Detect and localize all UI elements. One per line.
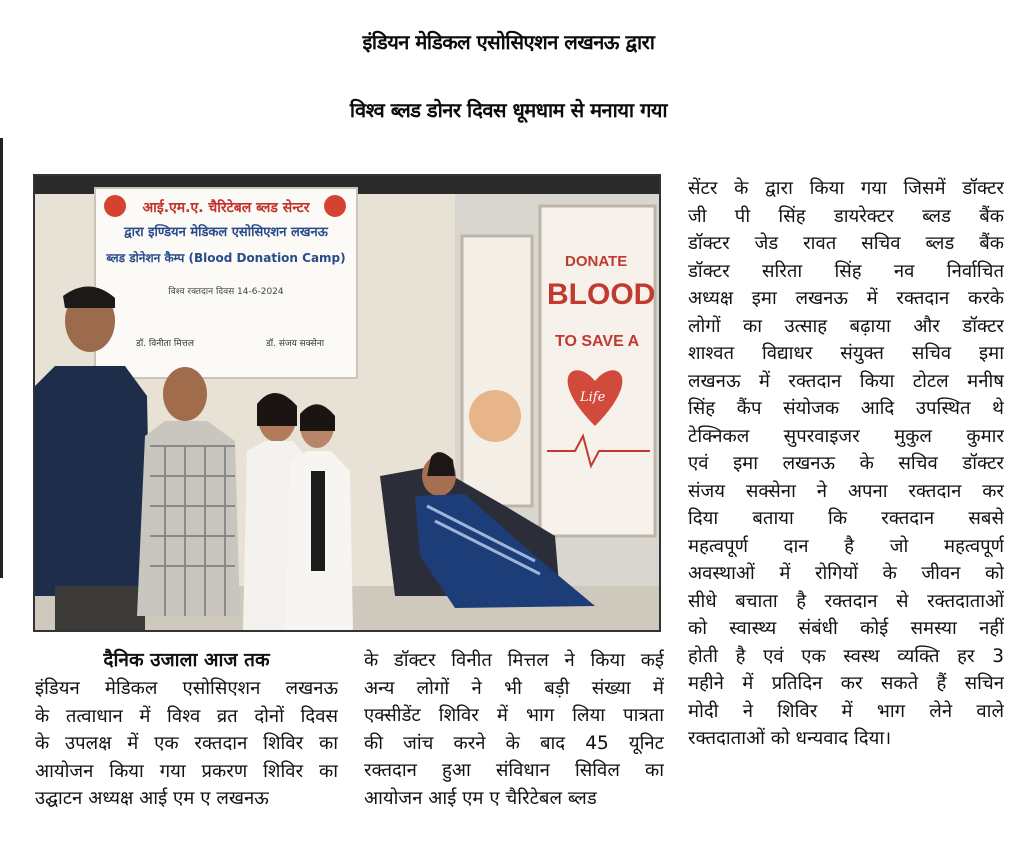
article-line: के तत्वाधान में विश्व व्रत दोनों दिवस	[35, 705, 338, 727]
poster-word-blood: BLOOD	[547, 278, 656, 311]
banner-line-2: द्वारा इण्डियन मेडिकल एसोसिएशन लखनऊ	[124, 225, 328, 240]
article-line: शाश्वत विद्याधर संयुक्त सचिव इमा	[688, 343, 1004, 364]
headline-line-1: इंडियन मेडिकल एसोसिएशन लखनऊ द्वारा	[362, 30, 655, 54]
byline: दैनिक उजाला आज तक	[103, 649, 270, 671]
article-line: की जांच करने के बाद 45 यूनिट	[364, 732, 664, 754]
banner-name-right: डॉ. संजय सक्सेना	[265, 339, 325, 349]
article-line: सेंटर के द्वारा किया गया जिसमें डॉक्टर	[688, 178, 1004, 199]
article-line: रक्तदान हुआ संविधान सिविल का	[364, 760, 664, 781]
article-column-middle	[364, 647, 664, 812]
article-line: दिया बताया कि रक्तदान सबसे	[688, 508, 1004, 529]
article-line: संजय सक्सेना ने अपना रक्तदान कर	[688, 480, 1004, 502]
article-line: डॉक्टर सरिता सिंह नव निर्वाचित	[688, 260, 1004, 282]
banner-line-1: आई.एम.ए. चैरिटेबल ब्लड सेन्टर	[142, 200, 310, 216]
article-line: महीने में प्रतिदिन कर सकते हैं सचिन	[688, 673, 1004, 694]
article-column-right	[688, 175, 1004, 753]
article-line: एवं इमा लखनऊ के सचिव डॉक्टर	[688, 453, 1004, 474]
poster-drop-graphic	[469, 390, 521, 442]
news-photo	[33, 174, 661, 632]
article-line: लखनऊ में रक्तदान किया टोटल मनीष	[688, 370, 1004, 392]
article-line: सिंह कैंप संयोजक आदि उपस्थित थे	[688, 398, 1004, 419]
article-line: टेक्निकल सुपरवाइजर मुकुल कुमार	[688, 425, 1004, 447]
banner-line-3: ब्लड डोनेशन कैम्प (Blood Donation Camp)	[106, 251, 346, 265]
article-line: होती है एवं एक स्वस्थ व्यक्ति हर 3	[688, 645, 1004, 667]
article-column-left	[35, 675, 338, 813]
article-line: एक्सीडेंट शिविर में भाग लिया पात्रता	[364, 705, 664, 726]
article-line: सीधे बचाता है रक्तदान से रक्तदाताओं	[688, 590, 1004, 612]
poster-word-donate: DONATE	[565, 253, 628, 270]
poster-word-life: Life	[580, 390, 606, 405]
article-line: को स्वास्थ्य संबंधी कोई समस्या नहीं	[688, 618, 1004, 639]
banner-name-left: डॉ. विनीता मित्तल	[136, 339, 194, 349]
article-line: अवस्थाओं में रोगियों के जीवन को	[688, 563, 1004, 584]
article-line: के उपलक्ष में एक रक्तदान शिविर का	[35, 733, 338, 754]
photo-scene	[35, 176, 659, 630]
page-edge-rule	[0, 138, 3, 578]
article-line: महत्वपूर्ण दान है जो महत्वपूर्ण	[688, 535, 1004, 557]
article-line: मोदी ने शिविर में भाग लेने वाले	[688, 700, 1004, 722]
article-line: अन्य लोगों ने भी बड़ी संख्या में	[364, 677, 664, 699]
article-line: लोगों का उत्साह बढ़ाया और डॉक्टर	[688, 315, 1004, 337]
poster-word-to-save: TO SAVE A	[555, 333, 640, 350]
banner-line-4: विश्व रक्तदान दिवस 14-6-2024	[168, 287, 284, 297]
article-line: अध्यक्ष इमा लखनऊ में रक्तदान करके	[688, 288, 1004, 309]
article-line: इंडियन मेडिकल एसोसिएशन लखनऊ	[35, 678, 338, 699]
article-line: आयोजन आई एम ए चैरिटेबल ब्लड	[364, 787, 597, 809]
article-line: जी पी सिंह डायरेक्टर ब्लड बैंक	[688, 205, 1004, 227]
headline-line-2: विश्व ब्लड डोनर दिवस धूमधाम से मनाया गया	[349, 98, 668, 122]
article-line: डॉक्टर जेड रावत सचिव ब्लड बैंक	[688, 233, 1004, 254]
article-line: उद्घाटन अध्यक्ष आई एम ए लखनऊ	[35, 788, 269, 809]
article-line: आयोजन किया गया प्रकरण शिविर का	[35, 760, 338, 782]
article-line: रक्तदाताओं को धन्यवाद दिया।	[688, 728, 892, 749]
article-line: के डॉक्टर विनीत मित्तल ने किया कई	[364, 650, 664, 671]
camp-banner	[95, 188, 357, 378]
